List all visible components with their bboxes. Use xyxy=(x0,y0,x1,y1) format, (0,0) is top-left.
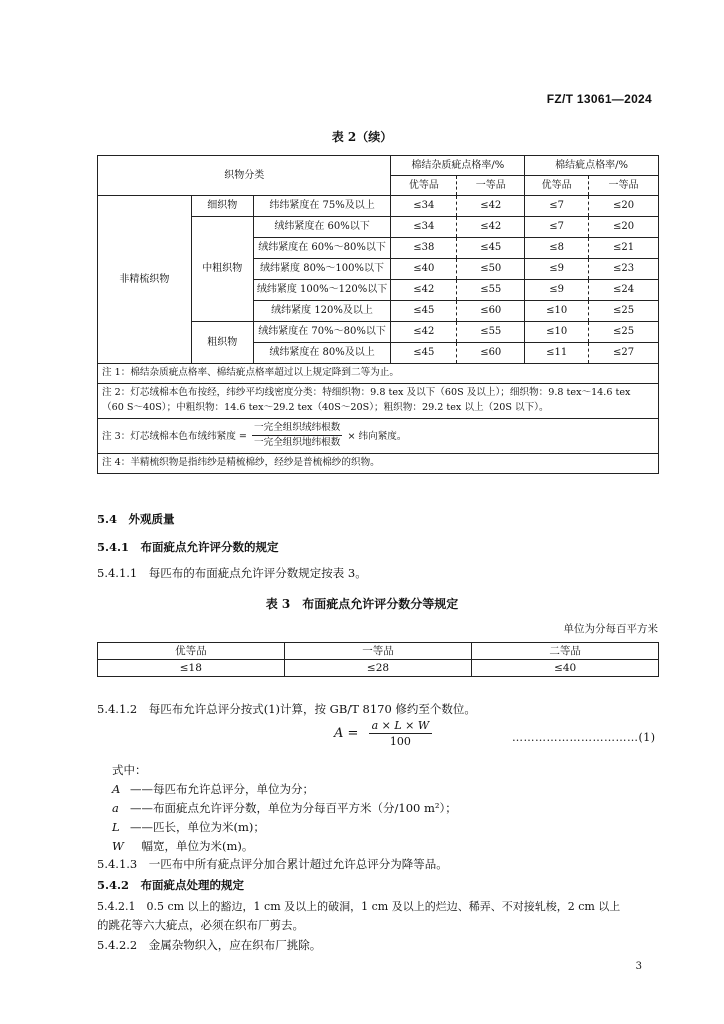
value-cell: ≤60 xyxy=(457,301,525,322)
value-cell: ≤42 xyxy=(457,217,525,238)
variable-symbol: a xyxy=(112,801,119,815)
formula-denominator: 100 xyxy=(389,735,411,748)
value-cell: ≤23 xyxy=(589,259,659,280)
page-number: 3 xyxy=(635,961,642,972)
value-cell: ≤10 xyxy=(525,322,589,343)
fraction-numerator: 一完全组织绒纬根数 xyxy=(252,421,342,437)
standard-code: FZ/T 13061—2024 xyxy=(546,92,652,106)
table-row xyxy=(98,660,659,677)
table2-caption: 表 2（续） xyxy=(331,130,393,144)
header-grade: 一等品 xyxy=(284,643,472,660)
note-suffix: × 纬向紧度。 xyxy=(347,430,407,442)
variable-desc: 幅宽，单位为米(m)。 xyxy=(130,839,254,853)
formula-fraction xyxy=(369,719,433,748)
formula-number: ……………………………(1) xyxy=(512,731,656,744)
formula-numerator: a × L × W xyxy=(369,719,433,734)
table2 xyxy=(97,155,659,474)
value-cell: ≤45 xyxy=(457,238,525,259)
header-group-nep: 棉结疵点格率/% xyxy=(525,156,659,176)
value-cell: ≤28 xyxy=(284,660,472,677)
header-grade: 一等品 xyxy=(457,176,525,196)
header-grade: 优等品 xyxy=(391,176,457,196)
variable-line xyxy=(112,781,314,797)
condition-cell: 绒纬紧度 120%及以上 xyxy=(253,301,391,322)
note-prefix: 注 3：灯芯绒棉本色布绒纬紧度 = xyxy=(102,430,247,442)
value-cell: ≤21 xyxy=(589,238,659,259)
value-cell: ≤20 xyxy=(589,196,659,217)
variable-desc: ——每匹布允许总评分，单位为分； xyxy=(130,782,314,796)
condition-cell: 绒纬紧度在 80%及以上 xyxy=(253,343,391,364)
subgroup-medium: 中粗织物 xyxy=(191,217,253,322)
section-heading: 5.4.1 布面疵点允许评分数的规定 xyxy=(97,540,279,554)
value-cell: ≤34 xyxy=(391,196,457,217)
section-heading: 5.4.2 布面疵点处理的规定 xyxy=(97,878,245,892)
paragraph: 的跳花等六大疵点，必须在织布厂剪去。 xyxy=(97,918,304,932)
table-note xyxy=(98,418,659,454)
subgroup-fine: 细织物 xyxy=(191,196,253,217)
header-grade: 一等品 xyxy=(589,176,659,196)
value-cell: ≤27 xyxy=(589,343,659,364)
variable-symbol: A xyxy=(112,782,121,796)
condition-cell: 绒纬紧度 80%～100%以下 xyxy=(253,259,391,280)
header-grade: 优等品 xyxy=(525,176,589,196)
main-category: 非精梳织物 xyxy=(98,196,192,364)
table-note: 注 4：半精梳织物是指纬纱是精梳棉纱，经纱是普梳棉纱的织物。 xyxy=(98,454,659,474)
value-cell: ≤55 xyxy=(457,280,525,301)
value-cell: ≤45 xyxy=(391,343,457,364)
condition-cell: 绒纬紧度在 70%～80%以下 xyxy=(253,322,391,343)
value-cell: ≤8 xyxy=(525,238,589,259)
variable-desc: ——布面疵点允许评分数，单位为分每百平方米（分/100 m²）； xyxy=(130,801,457,815)
value-cell: ≤42 xyxy=(391,322,457,343)
value-cell: ≤42 xyxy=(391,280,457,301)
value-cell: ≤7 xyxy=(525,196,589,217)
value-cell: ≤11 xyxy=(525,343,589,364)
condition-cell: 绒纬紧度在 60%以下 xyxy=(253,217,391,238)
value-cell: ≤34 xyxy=(391,217,457,238)
header-grade: 优等品 xyxy=(98,643,285,660)
value-cell: ≤24 xyxy=(589,280,659,301)
value-cell: ≤38 xyxy=(391,238,457,259)
variable-symbol: W xyxy=(112,839,124,853)
value-cell: ≤25 xyxy=(589,322,659,343)
condition-cell: 纬纬紧度在 75%及以上 xyxy=(253,196,391,217)
where-label: 式中： xyxy=(112,763,147,777)
value-cell: ≤45 xyxy=(391,301,457,322)
table3 xyxy=(97,642,659,677)
table3-unit: 单位为分每百平方米 xyxy=(563,623,658,635)
table-note: 注 1：棉结杂质疵点格率、棉结疵点格率超过以上规定降到二等为止。 xyxy=(98,364,659,384)
formula xyxy=(334,719,432,748)
value-cell: ≤40 xyxy=(391,259,457,280)
condition-cell: 绒纬紧度 100%～120%以下 xyxy=(253,280,391,301)
variable-line xyxy=(112,819,265,835)
value-cell: ≤9 xyxy=(525,259,589,280)
value-cell: ≤55 xyxy=(457,322,525,343)
table-row xyxy=(98,196,659,217)
paragraph: 5.4.1.3 一匹布中所有疵点评分加合累计超过允许总评分为降等品。 xyxy=(97,857,448,871)
section-heading: 5.4 外观质量 xyxy=(97,512,175,526)
table3-caption: 表 3 布面疵点允许评分数分等规定 xyxy=(265,597,459,611)
value-cell: ≤60 xyxy=(457,343,525,364)
value-cell: ≤10 xyxy=(525,301,589,322)
value-cell: ≤18 xyxy=(98,660,285,677)
table-note: 注 2：灯芯绒棉本色布按经，纬纱平均线密度分类：特细织物：9.8 tex 及以下（60S 及以上）；细织物：9.8 tex～14.6 tex（60 S～40S）；中粗织物：14.6 tex～29.2 tex（40S～20S）；粗织物：29.2 tex 以上（20S 以下）。 xyxy=(98,383,659,418)
note-fraction xyxy=(252,421,342,452)
value-cell: ≤50 xyxy=(457,259,525,280)
header-category: 织物分类 xyxy=(98,156,391,196)
variable-line xyxy=(112,838,253,854)
paragraph: 5.4.2.2 金属杂物织入，应在织布厂挑除。 xyxy=(97,938,322,952)
value-cell: ≤40 xyxy=(472,660,659,677)
condition-cell: 绒纬紧度在 60%～80%以下 xyxy=(253,238,391,259)
value-cell: ≤42 xyxy=(457,196,525,217)
variable-symbol: L xyxy=(112,820,120,834)
paragraph: 5.4.2.1 0.5 cm 以上的豁边，1 cm 及以上的破洞，1 cm 及以上的烂边、稀弄、不对接轧梭，2 cm 以上 xyxy=(97,900,621,913)
value-cell: ≤7 xyxy=(525,217,589,238)
fraction-denominator: 一完全组织地纬根数 xyxy=(254,437,341,449)
variable-line xyxy=(112,800,457,816)
formula-lhs: A = xyxy=(334,726,359,741)
value-cell: ≤25 xyxy=(589,301,659,322)
paragraph: 5.4.1.1 每匹布的布面疵点允许评分数规定按表 3。 xyxy=(97,566,367,580)
variable-desc: ——匹长，单位为米(m)； xyxy=(130,820,265,834)
header-grade: 二等品 xyxy=(472,643,659,660)
header-group-impurity: 棉结杂质疵点格率/% xyxy=(391,156,525,176)
value-cell: ≤20 xyxy=(589,217,659,238)
paragraph: 5.4.1.2 每匹布允许总评分按式(1)计算，按 GB/T 8170 修约至个数位。 xyxy=(97,702,476,716)
table-row xyxy=(98,643,659,660)
subgroup-coarse: 粗织物 xyxy=(191,322,253,364)
value-cell: ≤9 xyxy=(525,280,589,301)
